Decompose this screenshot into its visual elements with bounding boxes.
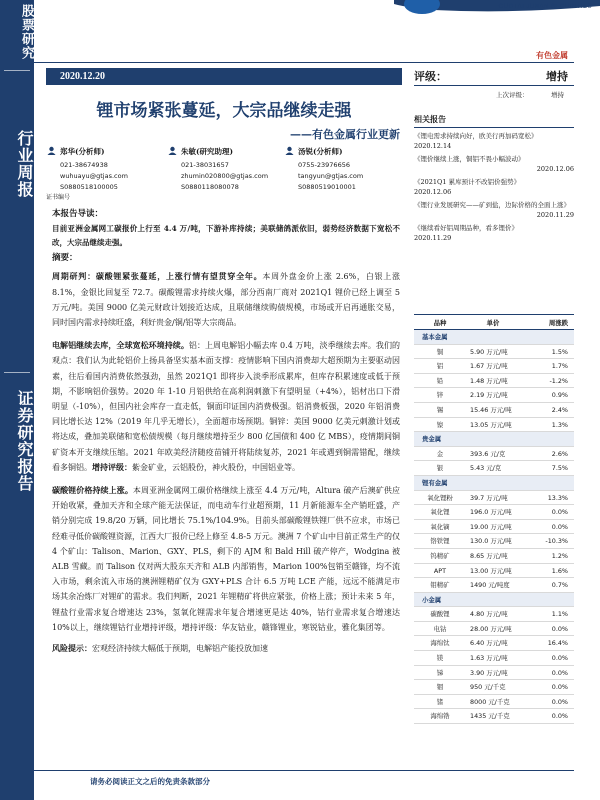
price-cell: 950 元/千克: [470, 683, 506, 692]
analyst-phone: 021-38031657: [181, 161, 229, 169]
table-row: [414, 666, 574, 681]
paragraph-text: 铝：上周电解铝小幅去库 0.4 万吨，淡季继续去库。我们的观点：我们认为此轮铝价上扬具备坚实基本面支撑：疫情影响下国内消费却大超预期为主要驱动因素，往后看国内消费依然强劲，虽然 2021Q1 即将步入淡季形成累库，但库存积累速度或低于预期，不影响铝价强势。2020 年 1-10 月铝供给在高利润刺激下有望明显（+4%），铝材出口下滑明显（-10%），但国内社会库存一直走低，铜面印证国内消费极强。铝消费板强，2020 年铝消费同比增长达 12%（2019 年几乎无增长），全面超市场预期。铜锌：美国 9000 亿美元刺激计划或将达成，叠加美联储和宽松债规模（每月继续增持至少 800 亿国债和 400 亿 MBS），疫情期间铜矿资本开支继续压缩。2021 年欧美经济随疫苗铺开将陆续复苏，2021 年或遇到铜需错配，继续看多铜铝。: [52, 341, 400, 472]
commodity-cell: APT: [433, 566, 447, 575]
table-row: [414, 505, 574, 520]
change-cell: 13.3%: [547, 493, 568, 502]
commodity-cell: 海绵钛: [430, 639, 450, 648]
disclaimer-footer: 请务必阅读正文之后的免责条款部分: [90, 777, 210, 786]
analyst-card: [298, 146, 412, 193]
commodity-cell: 铜: [436, 347, 444, 356]
change-cell: 1.5%: [551, 347, 568, 356]
commodity-cell: 海绵锆: [430, 712, 450, 721]
related-report-date: 2020.11.29: [414, 234, 452, 242]
person-icon: [285, 146, 294, 155]
analyst-cert: S0880518100005: [60, 183, 118, 191]
table-row: [414, 549, 574, 564]
table-row: [414, 534, 574, 549]
price-cell: 15.46 万元/吨: [470, 405, 512, 414]
column-header: 周涨跌: [548, 319, 568, 327]
commodity-cell: 氧化锂: [430, 508, 450, 517]
commodity-cell: 金: [436, 449, 444, 458]
price-cell: 3.90 万元/吨: [470, 668, 508, 677]
price-cell: 13.05 万元/吨: [470, 420, 512, 429]
analyst-name: 郑华(分析师): [60, 147, 105, 156]
price-cell: 1490 元/吨度: [470, 581, 510, 590]
price-cell: 4.80 万元/吨: [470, 610, 508, 619]
analyst-block: [46, 146, 402, 202]
change-cell: -1.2%: [549, 376, 568, 385]
commodity-cell: 氧化锂粉: [427, 493, 453, 502]
price-cell: 393.6 元/克: [470, 449, 506, 458]
change-cell: 0.0%: [551, 712, 568, 721]
analyst-email[interactable]: wuhuayu@gtjas.com: [60, 172, 128, 180]
commodity-cell: 钨精矿: [430, 551, 450, 560]
previous-rating-label: 上次评级：: [496, 91, 529, 99]
analyst-cert: S0880519010001: [298, 183, 356, 191]
change-cell: 2.6%: [551, 449, 568, 458]
change-cell: 0.0%: [551, 522, 568, 531]
cert-label: 证书编号: [46, 194, 71, 201]
table-group-header: 锂有金属: [414, 476, 574, 491]
change-cell: 1.2%: [551, 551, 568, 560]
table-row: [414, 651, 574, 666]
analyst-phone: 0755-23976656: [298, 161, 350, 169]
change-cell: 1.3%: [551, 420, 568, 429]
report-date: 2020.12.20: [46, 68, 402, 85]
paragraph-text: 本周外盘金价上涨 2.6%，白银上涨 8.1%，金银比回复至 72.7。碳酸锂需求持续火爆，部分西南厂商对 2021Q1 锂价已经上调至 5 万元/吨。美国 9000 亿美元财政计划接近达成，且联储继续购债规模，市场或开启再通胀交易，同时国内需求持续旺盛，利好贵金/铜/铝等大宗商品。: [52, 272, 401, 328]
table-row: [414, 564, 574, 579]
related-report-date: 2020.11.29: [536, 211, 574, 219]
related-report-title: 《锂价继续上涨，铜铝不畏小幅波动》: [414, 155, 525, 163]
analyst-cert: S0880118080078: [181, 183, 239, 191]
column-header: 品种: [433, 319, 447, 327]
commodity-cell: 锑: [436, 668, 444, 677]
analyst-card: [60, 146, 174, 193]
price-cell: 8.65 万元/吨: [470, 551, 508, 560]
change-cell: 1.6%: [551, 566, 568, 575]
sidebar-bottom-label: 证券研究报告: [15, 390, 34, 492]
commodity-cell: 铟: [436, 683, 444, 692]
table-row: [414, 636, 574, 651]
analyst-phone: 021-38674938: [60, 161, 108, 169]
price-cell: 196.0 万元/吨: [470, 508, 512, 517]
logo-text: GUOTAI JUNAN SECURITIES: [498, 4, 592, 10]
sidebar-divider: [4, 372, 30, 373]
table-row: [414, 578, 574, 593]
price-cell: 5.43 元/克: [470, 464, 502, 473]
paragraph-lithium: [52, 483, 400, 635]
change-cell: 0.0%: [551, 697, 568, 706]
change-cell: 0.0%: [551, 683, 568, 692]
price-cell: 39.7 万元/吨: [470, 493, 508, 502]
analyst-card: [181, 146, 295, 193]
change-cell: 7.5%: [551, 464, 568, 473]
related-report-date: 2020.12.14: [414, 142, 452, 150]
table-row: [414, 491, 574, 506]
change-cell: 0.0%: [551, 624, 568, 633]
commodity-cell: 镍: [436, 420, 444, 429]
price-cell: 6.40 万元/吨: [470, 639, 508, 648]
price-cell: 1435 元/千克: [470, 712, 510, 721]
person-icon: [168, 146, 177, 155]
commodity-cell: 钼精矿: [430, 581, 450, 590]
change-cell: 16.4%: [547, 639, 568, 648]
guide-text: 目前亚洲金属网工碳报价上行至 4.4 万/吨，下游补库持续；美联储鸽派依旧，弱势经济数据下宽松不改，大宗品继续走强。: [52, 224, 400, 248]
commodity-cell: 氧化镝: [430, 522, 450, 531]
commodity-cell: 镁: [436, 654, 444, 663]
paragraph-lead: 周期研判：碳酸锂紧张蔓延，上涨行情有望贯穿全年。: [52, 271, 263, 282]
commodity-cell: 电钴: [433, 624, 447, 633]
sidebar-middle-label: 行业周报: [15, 130, 34, 198]
table-row: [414, 359, 574, 374]
analyst-name: 汤锐(分析师): [298, 147, 343, 156]
commodity-cell: 锗: [436, 697, 444, 706]
commodity-cell: 铬铁锂: [430, 537, 450, 546]
related-report-item[interactable]: [414, 177, 574, 197]
table-row: [414, 607, 574, 622]
summary-label: 摘要：: [52, 253, 78, 264]
sidebar-divider: [4, 70, 30, 71]
price-cell: 28.00 万元/吨: [470, 624, 512, 633]
analyst-email[interactable]: zhumin020800@gtjas.com: [181, 172, 269, 180]
change-cell: 0.0%: [551, 654, 568, 663]
report-subtitle: ——有色金属行业更新: [290, 128, 400, 141]
price-cell: 1.67 万元/吨: [470, 362, 508, 371]
paragraph-text: 紫金矿业，云铝股份，神火股份，中国铝业等。: [132, 462, 300, 472]
sidebar-top-label: 股票研究: [19, 4, 34, 60]
related-report-title: 《锂行业发展研究——矿到盐，边际价格的全面上涨》: [414, 201, 570, 209]
paragraph-lead: 电解铝继续去库，全球宽松环境持续。: [52, 340, 189, 351]
related-report-title: 《继续看好铝周期品种，看多锂价》: [414, 224, 518, 232]
change-cell: 0.9%: [551, 391, 568, 400]
risk-lead: 风险提示：: [52, 643, 92, 654]
related-report-item[interactable]: [414, 131, 574, 151]
change-cell: 1.7%: [551, 362, 568, 371]
table-row: [414, 680, 574, 695]
report-title: 锂市场紧张蔓延，大宗品继续走强: [96, 101, 352, 121]
related-report-date: 2020.12.06: [414, 188, 452, 196]
guide-label: 本报告导读：: [52, 209, 104, 219]
paragraph-aluminum: [52, 338, 400, 475]
table-row: [414, 461, 574, 476]
industry-tag: 有色金属: [536, 50, 568, 60]
header-divider: [34, 62, 574, 63]
previous-rating-value: 增持: [551, 91, 564, 99]
table-row: [414, 447, 574, 462]
paragraph-lead: 增持评级：: [92, 461, 132, 472]
column-header: 单价: [486, 319, 500, 327]
commodity-cell: 铝: [436, 362, 444, 371]
commodity-cell: 碳酸锂: [430, 610, 450, 619]
page-header: [34, 0, 600, 48]
rating-value: 增持: [546, 70, 568, 83]
related-report-date: 2020.12.06: [536, 165, 574, 173]
table-header: [414, 314, 574, 330]
related-report-item[interactable]: [414, 154, 574, 174]
related-report-item[interactable]: [414, 200, 574, 220]
price-cell: 1.63 万元/吨: [470, 654, 508, 663]
related-reports-title: 相关报告: [414, 114, 574, 128]
commodity-cell: 锌: [436, 391, 444, 400]
price-cell: 2.19 万元/吨: [470, 391, 508, 400]
analyst-email[interactable]: tangyun@gtjas.com: [298, 172, 364, 180]
risk-text: 宏观经济持续大幅低于预期，电解铝产能投放加速: [92, 644, 268, 654]
rating-row: [414, 64, 574, 86]
change-cell: 2.4%: [551, 405, 568, 414]
report-body: [52, 207, 400, 656]
table-row: [414, 418, 574, 433]
person-icon: [47, 146, 56, 155]
paragraph-cycle: [52, 269, 400, 330]
price-cell: 19.00 万元/吨: [470, 522, 512, 531]
sidebar: [0, 0, 34, 800]
price-cell: 130.0 万元/吨: [470, 537, 512, 546]
table-group-header: 贵金属: [414, 432, 574, 447]
table-row: [414, 388, 574, 403]
footer-divider: [34, 770, 574, 771]
price-cell: 5.90 万元/吨: [470, 347, 508, 356]
table-row: [414, 695, 574, 710]
paragraph-text: 本周亚洲金属网工碳价格继续上涨至 4.4 万元/吨，Altura 破产后澳矿供应开始收紧，叠加天齐和全球产能无法保证，而电动车行业超预期，11 月新能源车全产销旺盛，产销分别完成 19.8/20 万辆，同比增长 75.1%/104.9%。目前头部碳酸锂铁锂厂供不应求，市场已经难寻低价碳酸锂资源，江西大厂报价已经上修至 4.8-5 万元。澳洲 7 个矿山中目前正常生产的仅 4 个矿山：Talison、Marion、GXY、PLS，剩下的 AJM 和 Bald Hill 破产停产，Wodgina 被 ALB 雪藏。而 Talison 仅对两大股东天齐和 ALB 内部销售，Marion 100%包销至赣锋，均不流入市场，剩余流入市场的澳洲锂精矿仅为 GXY+PLS 合计 6.5 万吨 LCE 产能，远远不能满足市场其余冶炼厂对锂矿的需求。我们判断，2021 年锂精矿将供应紧张，价格上涨；预计未来 5 年，锂盐行业需求复合增速达 23%，氢氧化锂需求年复合增速更是达 40%，钴行业需求复合增速达 10%以上，继续锂钴行业增持评级，增持评级：华友钴业，赣锋锂业，寒锐钴业，雅化集团等。: [52, 486, 401, 632]
commodity-cell: 锡: [436, 405, 444, 414]
risk-note: [52, 641, 400, 656]
change-cell: 1.1%: [551, 610, 568, 619]
table-group-header: 基本金属: [414, 330, 574, 345]
price-table: [414, 314, 574, 724]
commodity-cell: 银: [436, 464, 444, 473]
change-cell: 0.0%: [551, 508, 568, 517]
change-cell: 0.7%: [551, 581, 568, 590]
price-cell: 8000 元/千克: [470, 697, 510, 706]
related-report-title: 《2021Q1 累库预计不改铝价强势》: [414, 178, 521, 186]
related-report-title: 《锂电需求持续向好，欧美行再加码宽松》: [414, 132, 538, 140]
commodity-cell: 铅: [436, 376, 444, 385]
table-group-header: 小金属: [414, 593, 574, 608]
table-row: [414, 520, 574, 535]
table-row: [414, 709, 574, 724]
related-report-item[interactable]: [414, 223, 574, 243]
table-row: [414, 622, 574, 637]
previous-rating-row: [414, 86, 574, 102]
table-row: [414, 403, 574, 418]
rating-label: 评级：: [414, 70, 447, 83]
change-cell: 0.0%: [551, 668, 568, 677]
table-row: [414, 345, 574, 360]
related-reports-list: [414, 131, 574, 243]
analyst-name: 朱敏(研究助理): [181, 147, 234, 156]
table-body: [414, 330, 574, 724]
table-row: [414, 374, 574, 389]
change-cell: -10.3%: [545, 537, 568, 546]
price-cell: 13.00 万元/吨: [470, 566, 512, 575]
right-panel: [414, 64, 574, 243]
price-cell: 1.48 万元/吨: [470, 376, 508, 385]
paragraph-lead: 碳酸锂价格持续上涨。: [52, 485, 133, 496]
